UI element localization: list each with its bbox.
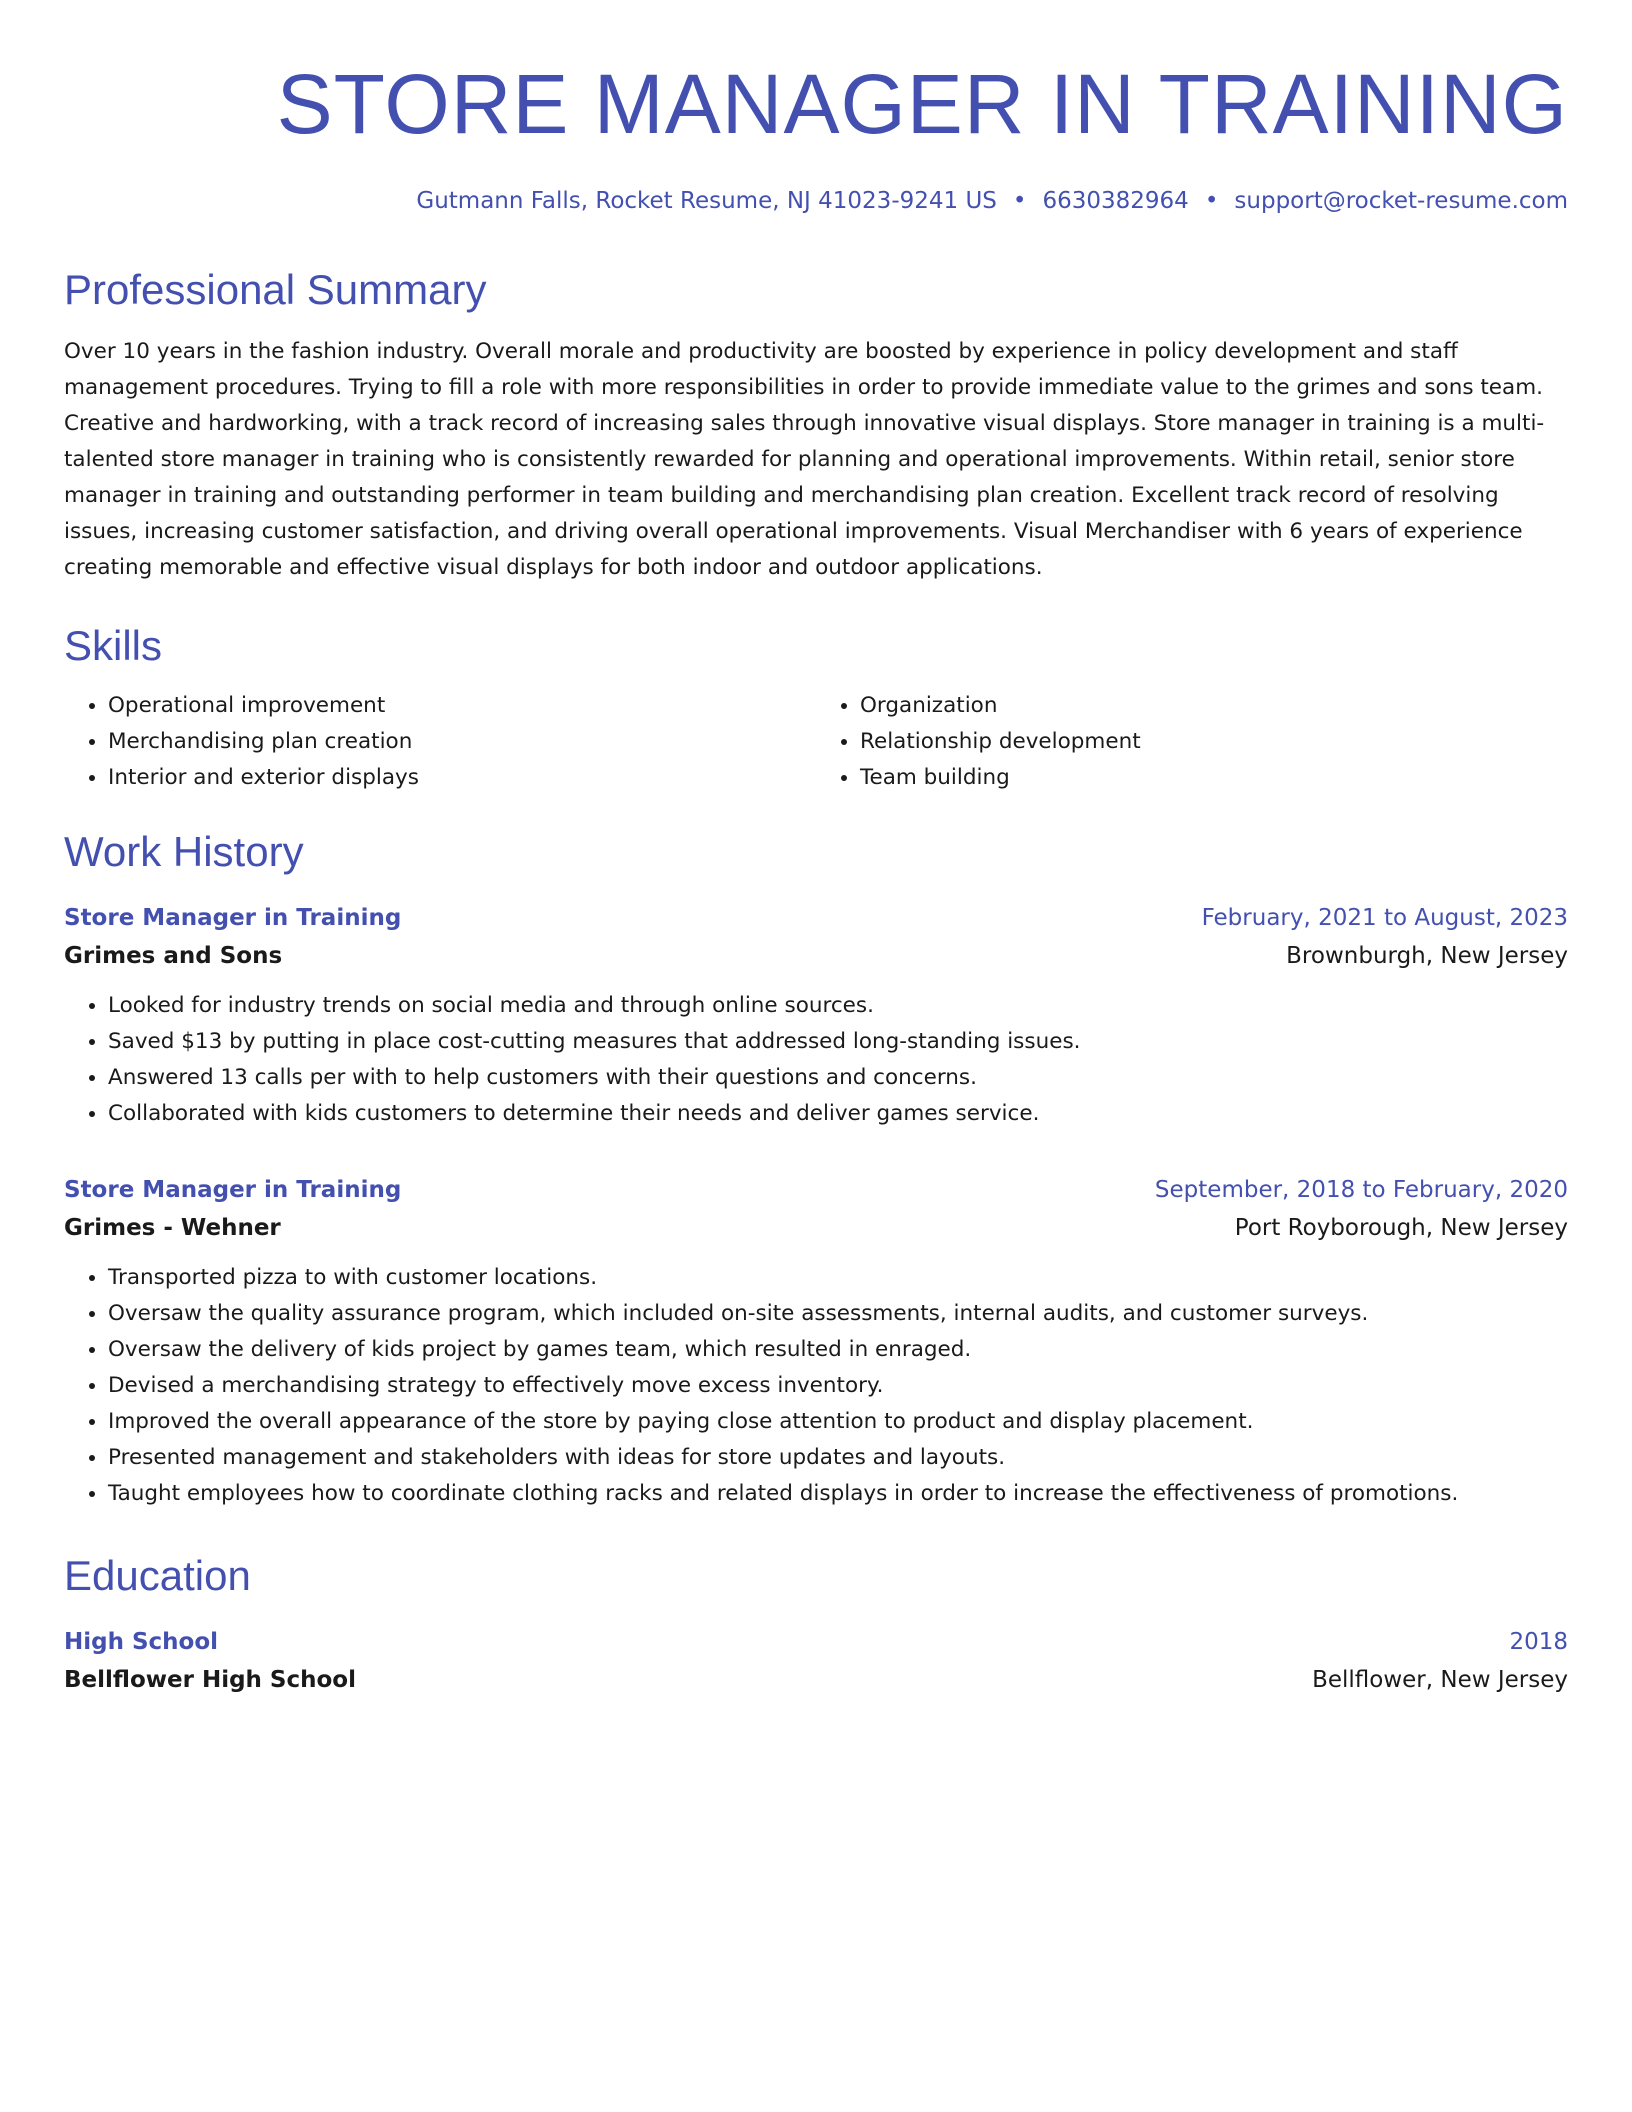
- job-company-row: [64, 1208, 1568, 1248]
- job-company: Grimes - Wehner: [64, 1215, 281, 1241]
- job-bullet: • Presented management and stakeholders with ideas for store updates and layouts.: [108, 1440, 1568, 1476]
- work-history-section: [64, 826, 1568, 1512]
- job-bullet: • Oversaw the quality assurance program, which included on-site assessments, internal audits, and customer surveys.: [108, 1296, 1568, 1332]
- education-header-row: [64, 1624, 1568, 1660]
- skills-column-left: [64, 688, 816, 796]
- resume-header: [64, 56, 1568, 216]
- job-header-row: [64, 1172, 1568, 1208]
- job-bullet: • Taught employees how to coordinate clothing racks and related displays in order to increase the effectiveness of promotions.: [108, 1476, 1568, 1512]
- job-location: Brownburgh, New Jersey: [1286, 943, 1568, 969]
- job-bullet: • Looked for industry trends on social media and through online sources.: [108, 988, 1568, 1024]
- contact-separator: •: [1204, 188, 1219, 214]
- job-title: Store Manager in Training: [64, 1177, 402, 1203]
- skill-item: • Organization: [860, 688, 1568, 724]
- resume-title: STORE MANAGER IN TRAINING: [276, 57, 1568, 151]
- section-heading-summary: Professional Summary: [64, 266, 487, 313]
- contact-separator: •: [1012, 188, 1027, 214]
- skill-item: • Team building: [860, 760, 1568, 796]
- education-section: [64, 1550, 1568, 1700]
- skill-item: • Merchandising plan creation: [108, 724, 816, 760]
- job-bullets: [64, 988, 1568, 1132]
- section-heading-work: Work History: [64, 828, 304, 875]
- education-location: Bellflower, New Jersey: [1312, 1667, 1568, 1693]
- job-title: Store Manager in Training: [64, 905, 402, 931]
- contact-email: support@rocket-resume.com: [1234, 188, 1568, 214]
- contact-address: Gutmann Falls, Rocket Resume, NJ 41023-9241 US: [416, 188, 997, 214]
- education-degree: High School: [64, 1629, 219, 1655]
- contact-line: [64, 186, 1568, 216]
- job-dates: February, 2021 to August, 2023: [1201, 905, 1568, 931]
- job-company: Grimes and Sons: [64, 943, 283, 969]
- job-entry: [64, 900, 1568, 1132]
- job-location: Port Royborough, New Jersey: [1234, 1215, 1568, 1241]
- job-bullet: • Transported pizza to with customer locations.: [108, 1260, 1568, 1296]
- job-bullet: • Answered 13 calls per with to help customers with their questions and concerns.: [108, 1060, 1568, 1096]
- job-bullet: • Improved the overall appearance of the store by paying close attention to product and display placement.: [108, 1404, 1568, 1440]
- skill-item: • Operational improvement: [108, 688, 816, 724]
- skills-section: [64, 620, 1568, 796]
- skill-item: • Interior and exterior displays: [108, 760, 816, 796]
- contact-phone: 6630382964: [1042, 188, 1189, 214]
- section-heading-education: Education: [64, 1552, 251, 1599]
- job-entry: [64, 1172, 1568, 1512]
- education-school-row: [64, 1660, 1568, 1700]
- skill-item: • Relationship development: [860, 724, 1568, 760]
- job-bullet: • Oversaw the delivery of kids project by games team, which resulted in enraged.: [108, 1332, 1568, 1368]
- job-dates: September, 2018 to February, 2020: [1154, 1177, 1568, 1203]
- job-bullets: [64, 1260, 1568, 1512]
- job-company-row: [64, 936, 1568, 976]
- skills-grid: [64, 688, 1568, 796]
- skills-column-right: [816, 688, 1568, 796]
- education-year: 2018: [1509, 1629, 1568, 1655]
- section-heading-skills: Skills: [64, 622, 163, 669]
- education-school: Bellflower High School: [64, 1667, 356, 1693]
- job-header-row: [64, 900, 1568, 936]
- job-bullet: • Devised a merchandising strategy to effectively move excess inventory.: [108, 1368, 1568, 1404]
- summary-text: Over 10 years in the fashion industry. Overall morale and productivity are boosted by experience in policy development and staff management procedures. Trying to fill a role with more responsibilities in order to provide immediate value to the grimes and sons team. Creative and hardworking, with a track record of increasing sales through innovative visual displays. Store manager in training is a multi-talented store manager in training who is consistently rewarded for planning and operational improvements. Within retail, senior store manager in training and outstanding performer in team building and merchandising plan creation. Excellent track record of resolving issues, increasing customer satisfaction, and driving overall operational improvements. Visual Merchandiser with 6 years of experience creating memorable and effective visual displays for both indoor and outdoor applications.: [64, 339, 1545, 580]
- professional-summary-section: [64, 264, 1568, 586]
- education-entry: [64, 1624, 1568, 1700]
- job-bullet: • Saved $13 by putting in place cost-cutting measures that addressed long-standing issues.: [108, 1024, 1568, 1060]
- job-bullet: • Collaborated with kids customers to determine their needs and deliver games service.: [108, 1096, 1568, 1132]
